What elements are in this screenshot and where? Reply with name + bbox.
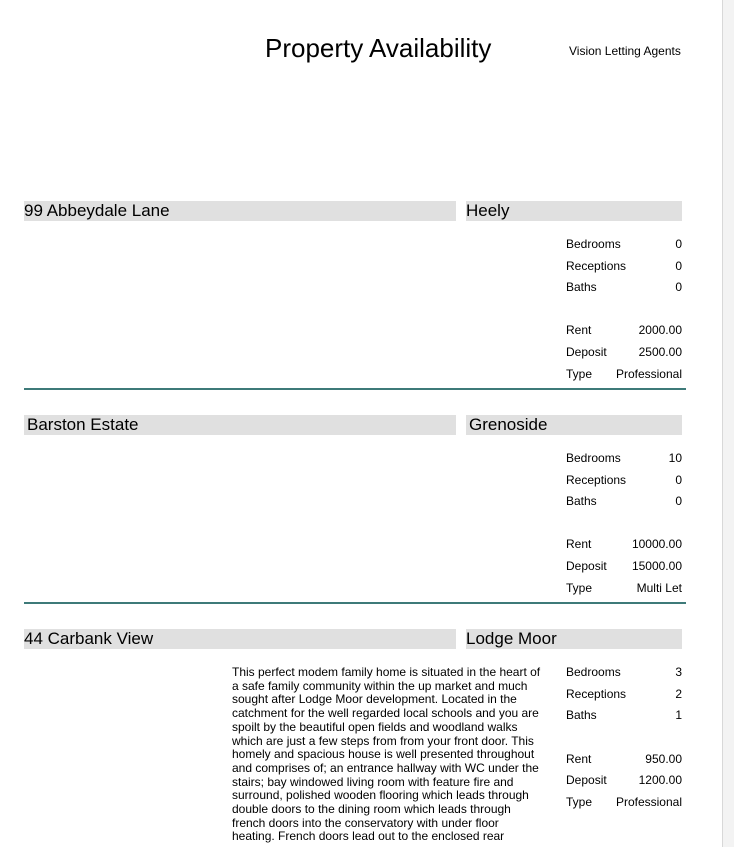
type-value: Professional (615, 367, 682, 381)
report-title: Property Availability (265, 33, 492, 63)
agency-name: Vision Letting Agents (569, 44, 681, 58)
rent-value: 950.00 (645, 752, 682, 766)
address-bar (24, 201, 456, 221)
bedrooms-label: Bedrooms (566, 451, 621, 465)
bedrooms-value: 10 (668, 451, 682, 465)
deposit-label: Deposit (566, 773, 607, 787)
area-bar (466, 415, 682, 435)
type-label: Type (566, 581, 593, 595)
receptions-value: 0 (675, 473, 682, 487)
deposit-label: Deposit (566, 559, 607, 573)
receptions-label: Receptions (566, 473, 627, 487)
address: 99 Abbeydale Lane (24, 201, 170, 220)
area: Lodge Moor (466, 629, 557, 648)
rent-label: Rent (566, 537, 592, 551)
receptions-value: 2 (675, 687, 682, 701)
rent-value: 2000.00 (638, 323, 682, 337)
area: Grenoside (469, 415, 548, 434)
rent-label: Rent (566, 752, 592, 766)
address-bar (24, 415, 456, 435)
section-divider (24, 388, 686, 390)
deposit-label: Deposit (566, 345, 607, 359)
receptions-label: Receptions (566, 687, 627, 701)
receptions-label: Receptions (566, 259, 627, 273)
baths-label: Baths (566, 494, 597, 508)
deposit-value: 2500.00 (638, 345, 682, 359)
deposit-value: 15000.00 (631, 559, 682, 573)
area-bar (466, 201, 682, 221)
bedrooms-value: 3 (675, 665, 682, 679)
bedrooms-value: 0 (675, 237, 682, 251)
area-bar (466, 629, 682, 649)
baths-label: Baths (566, 280, 597, 294)
deposit-value: 1200.00 (638, 773, 682, 787)
address: 44 Carbank View (24, 629, 154, 648)
section-divider (24, 602, 686, 604)
receptions-value: 0 (675, 259, 682, 273)
address-bar (24, 629, 456, 649)
baths-label: Baths (566, 708, 597, 722)
type-value: Professional (615, 795, 682, 809)
bedrooms-label: Bedrooms (566, 237, 621, 251)
baths-value: 0 (675, 494, 682, 508)
baths-value: 1 (675, 708, 682, 722)
type-value: Multi Let (636, 581, 682, 595)
bedrooms-label: Bedrooms (566, 665, 621, 679)
rent-label: Rent (566, 323, 592, 337)
address: Barston Estate (27, 415, 139, 434)
page-edge (722, 0, 734, 847)
baths-value: 0 (675, 280, 682, 294)
property-description: This perfect modem family home is situated in the heart of a safe family community within the up market and much sought after Lodge Moor development. Located in the catchment for the well regarded local schools and you are spoilt by the beautiful open fields and woodland walks which are just a few steps from from your front door. This homely and spacious house is well presented throughout and comprises of; an entrance hallway with WC under the stairs; bay windowed living room with feature fire and surround, polished wooden flooring which leads through double doors to the dining room which leads through french doors into the conservatory with under floor heating. French doors lead out to the enclosed rear (232, 665, 541, 844)
type-label: Type (566, 795, 593, 809)
rent-value: 10000.00 (631, 537, 682, 551)
area: Heely (466, 201, 510, 220)
type-label: Type (566, 367, 593, 381)
